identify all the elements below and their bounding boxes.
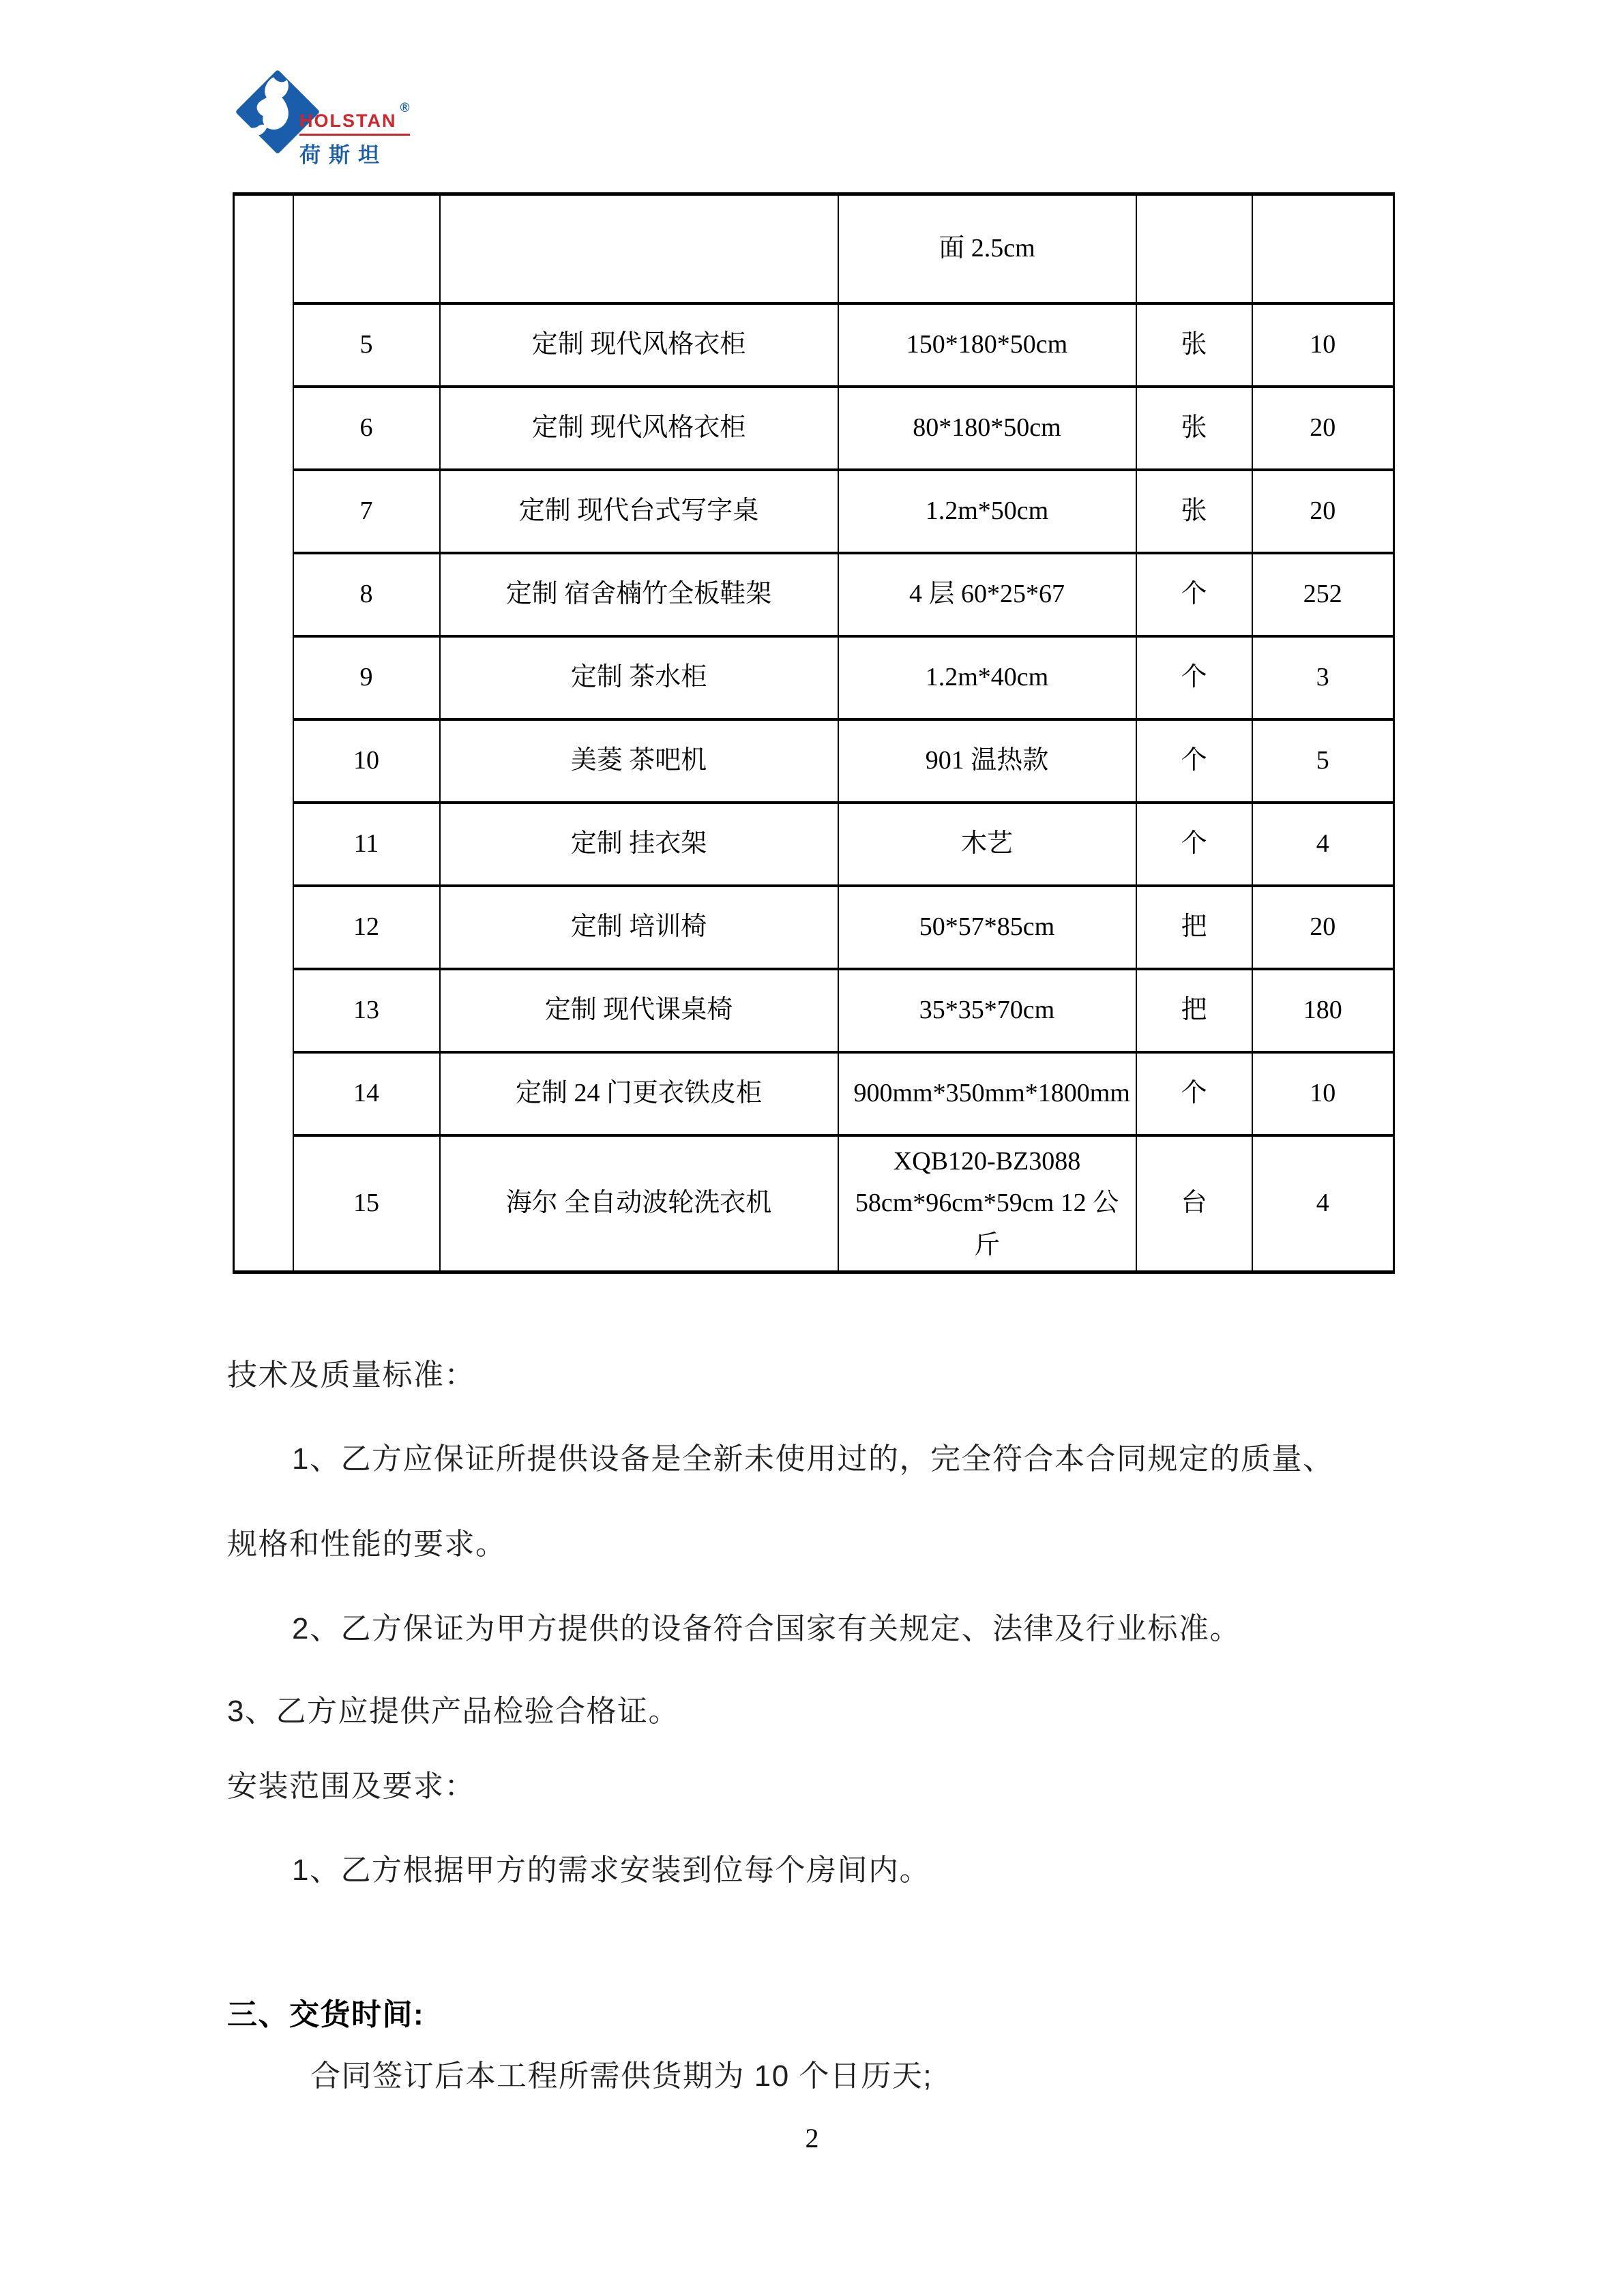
cell-spec: 900mm*350mm*1800mm (838, 1052, 1136, 1135)
table-side-cell (234, 194, 293, 1272)
cell-unit (1136, 194, 1252, 303)
page-number: 2 (805, 2123, 819, 2153)
cell-no: 12 (293, 886, 440, 969)
table-row (234, 303, 1394, 387)
cell-qty: 3 (1252, 636, 1394, 719)
cell-no: 7 (293, 470, 440, 553)
cell-qty: 20 (1252, 886, 1394, 969)
cell-unit: 个 (1136, 553, 1252, 636)
cell-spec: 901 温热款 (838, 719, 1136, 803)
cell-qty: 10 (1252, 303, 1394, 387)
cell-unit: 个 (1136, 1052, 1252, 1135)
cell-unit: 张 (1136, 470, 1252, 553)
paragraph-line: 1、乙方根据甲方的需求安装到位每个房间内。 (292, 1853, 930, 1887)
cell-qty: 252 (1252, 553, 1394, 636)
cell-name: 定制 现代风格衣柜 (440, 387, 838, 470)
cell-qty: 20 (1252, 470, 1394, 553)
holstan-logo (235, 67, 467, 169)
logo-wordmark (299, 101, 410, 168)
section-heading-installation: 安装范围及要求： (227, 1770, 475, 1803)
cell-unit: 个 (1136, 719, 1252, 803)
cell-name: 定制 24 门更衣铁皮柜 (440, 1052, 838, 1135)
table-row (234, 194, 1394, 303)
paragraph-line: 1、乙方应保证所提供设备是全新未使用过的，完全符合本合同规定的质量、 (292, 1442, 1334, 1476)
table-row (234, 719, 1394, 803)
cell-name: 定制 现代风格衣柜 (440, 303, 838, 387)
cell-name: 定制 宿舍楠竹全板鞋架 (440, 553, 838, 636)
cell-qty (1252, 194, 1394, 303)
table-row (234, 553, 1394, 636)
paragraph-line: 3、乙方应提供产品检验合格证。 (227, 1695, 679, 1728)
paragraph-line: 规格和性能的要求。 (227, 1527, 507, 1561)
cell-unit: 把 (1136, 969, 1252, 1052)
cell-name: 美菱 茶吧机 (440, 719, 838, 803)
cell-unit: 个 (1136, 636, 1252, 719)
cell-name: 海尔 全自动波轮洗衣机 (440, 1135, 838, 1272)
registered-trademark-symbol: ® (400, 101, 410, 115)
cell-qty: 180 (1252, 969, 1394, 1052)
cell-name: 定制 现代台式写字桌 (440, 470, 838, 553)
cell-qty: 5 (1252, 719, 1394, 803)
paragraph-line: 合同签订后本工程所需供货期为 10 个日历天; (310, 2059, 933, 2093)
table-row (234, 1135, 1394, 1272)
cell-spec: XQB120-BZ3088 58cm*96cm*59cm 12 公斤 (838, 1135, 1136, 1272)
cell-unit: 个 (1136, 803, 1252, 886)
cell-name: 定制 培训椅 (440, 886, 838, 969)
cell-spec: 1.2m*50cm (838, 470, 1136, 553)
items-table (233, 192, 1395, 1274)
section-heading-delivery-time: 三、交货时间: (227, 1998, 425, 2031)
cell-no: 9 (293, 636, 440, 719)
table-row (234, 886, 1394, 969)
cell-spec: 面 2.5cm (838, 194, 1136, 303)
cell-name: 定制 现代课桌椅 (440, 969, 838, 1052)
table-row (234, 636, 1394, 719)
logo-brand-text: HOLSTAN (299, 110, 397, 131)
cell-qty: 20 (1252, 387, 1394, 470)
table-row (234, 803, 1394, 886)
section-heading-quality-standard: 技术及质量标准： (227, 1358, 475, 1392)
cell-spec: 35*35*70cm (838, 969, 1136, 1052)
logo-brand-chinese: 荷斯坦 (299, 143, 387, 167)
cell-no: 10 (293, 719, 440, 803)
cell-no: 11 (293, 803, 440, 886)
cell-spec: 1.2m*40cm (838, 636, 1136, 719)
table-row (234, 387, 1394, 470)
cell-spec: 4 层 60*25*67 (838, 553, 1136, 636)
cell-no: 14 (293, 1052, 440, 1135)
table-row (234, 470, 1394, 553)
paragraph-line: 2、乙方保证为甲方提供的设备符合国家有关规定、法律及行业标准。 (292, 1612, 1241, 1645)
cell-spec: 50*57*85cm (838, 886, 1136, 969)
cell-spec: 80*180*50cm (838, 387, 1136, 470)
cell-no (293, 194, 440, 303)
cell-no: 13 (293, 969, 440, 1052)
cell-name (440, 194, 838, 303)
table-row (234, 969, 1394, 1052)
cell-name: 定制 茶水柜 (440, 636, 838, 719)
cell-spec: 木艺 (838, 803, 1136, 886)
cell-unit: 台 (1136, 1135, 1252, 1272)
cell-unit: 把 (1136, 886, 1252, 969)
cell-name: 定制 挂衣架 (440, 803, 838, 886)
cell-no: 15 (293, 1135, 440, 1272)
cell-unit: 张 (1136, 387, 1252, 470)
cell-qty: 10 (1252, 1052, 1394, 1135)
table-row (234, 1052, 1394, 1135)
cell-no: 6 (293, 387, 440, 470)
cell-qty: 4 (1252, 803, 1394, 886)
cell-unit: 张 (1136, 303, 1252, 387)
cell-spec: 150*180*50cm (838, 303, 1136, 387)
cell-qty: 4 (1252, 1135, 1394, 1272)
cell-no: 8 (293, 553, 440, 636)
cell-no: 5 (293, 303, 440, 387)
